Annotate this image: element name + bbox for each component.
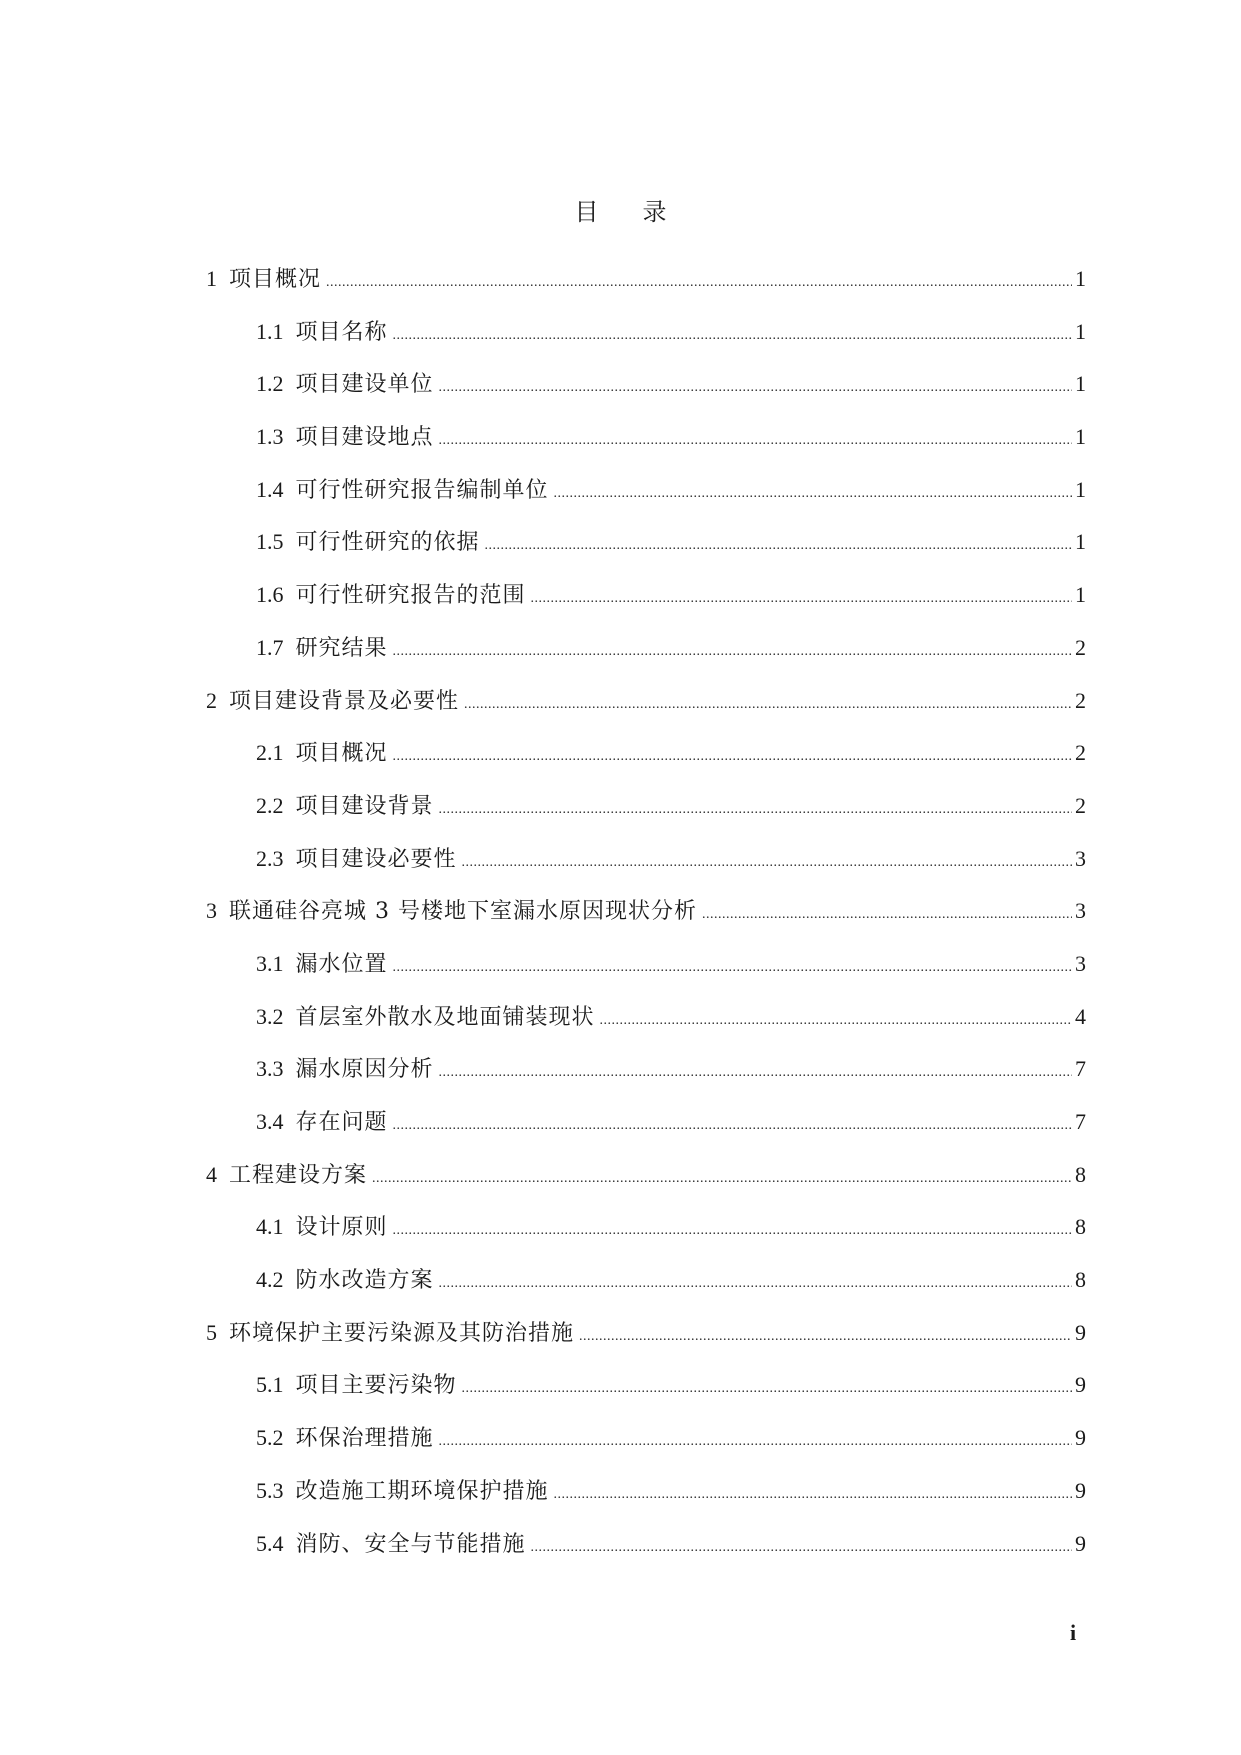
toc-entry-number: 4 xyxy=(206,1161,217,1187)
toc-dot-leader xyxy=(579,1329,1072,1345)
toc-entry-number: 3.4 xyxy=(256,1109,284,1134)
toc-entry-title: 漏水原因分析 xyxy=(295,1057,434,1083)
toc-dot-leader xyxy=(326,275,1072,291)
toc-dot-leader xyxy=(462,1381,1072,1397)
toc-entry-title: 项目建设背景及必要性 xyxy=(229,688,460,714)
toc-chapter-entry[interactable] xyxy=(206,262,1086,315)
toc-dot-leader xyxy=(393,960,1072,976)
toc-section-entry[interactable] xyxy=(206,578,1086,631)
toc-entry-title: 工程建设方案 xyxy=(229,1162,368,1188)
toc-entry-title: 项目概况 xyxy=(229,267,322,292)
toc-page-number: 4 xyxy=(1075,1003,1086,1029)
toc-entry-number: 2.3 xyxy=(256,845,284,871)
toc-section-entry[interactable] xyxy=(206,473,1086,526)
toc-entry-number: 3.1 xyxy=(256,950,284,976)
toc-dot-leader xyxy=(439,1434,1072,1450)
toc-entry-title: 项目建设必要性 xyxy=(295,846,457,872)
toc-dot-leader xyxy=(393,644,1072,660)
toc-page-number: 2 xyxy=(1075,740,1086,766)
toc-entry-title: 漏水位置 xyxy=(295,951,388,977)
toc-entry-number: 1.5 xyxy=(256,529,284,555)
toc-entry-title: 项目建设单位 xyxy=(295,372,434,398)
toc-entry-number: 5.1 xyxy=(256,1372,284,1398)
toc-chapter-entry[interactable] xyxy=(206,1158,1086,1211)
toc-entry-title: 环境保护主要污染源及其防治措施 xyxy=(229,1320,575,1346)
toc-section-entry[interactable] xyxy=(206,315,1086,368)
toc-entry-number: 1.7 xyxy=(256,634,284,660)
toc-entry-number: 5.3 xyxy=(256,1477,284,1503)
toc-page-number: 7 xyxy=(1075,1056,1086,1082)
toc-entry-title: 可行性研究报告编制单位 xyxy=(295,477,549,503)
toc-entry-number: 3 xyxy=(206,898,217,924)
page-number: i xyxy=(1070,1620,1077,1645)
toc-section-entry[interactable] xyxy=(206,1263,1086,1316)
toc-dot-leader xyxy=(439,380,1072,396)
page-title: 目录 xyxy=(574,198,711,226)
toc-entry-title: 存在问题 xyxy=(295,1110,388,1135)
toc-dot-leader xyxy=(393,328,1072,344)
toc-dot-leader xyxy=(485,538,1072,554)
toc-entry-title: 项目建设背景 xyxy=(295,793,434,819)
toc-entry-number: 5.2 xyxy=(256,1425,284,1451)
toc-entry-number: 4.1 xyxy=(256,1214,284,1240)
toc-page-number: 1 xyxy=(1075,582,1086,608)
toc-entry-number: 5.4 xyxy=(256,1530,284,1556)
toc-entry-title: 首层室外散水及地面铺装现状 xyxy=(295,1004,595,1030)
toc-chapter-entry[interactable] xyxy=(206,1316,1086,1369)
toc-page-number: 9 xyxy=(1075,1372,1086,1398)
toc-page-number: 1 xyxy=(1075,266,1086,291)
toc-entry-title: 项目建设地点 xyxy=(295,425,434,451)
toc-dot-leader xyxy=(439,1276,1072,1292)
toc-entry-number: 5 xyxy=(206,1319,217,1345)
toc-entry-number: 3.2 xyxy=(256,1003,284,1029)
toc-dot-leader xyxy=(531,591,1072,607)
toc-entry-number: 2 xyxy=(206,687,217,713)
toc-entry-title: 消防、安全与节能措施 xyxy=(295,1531,526,1557)
toc-section-entry[interactable] xyxy=(206,1105,1086,1158)
toc-entry-number: 1.4 xyxy=(256,476,284,502)
toc-dot-leader xyxy=(393,749,1072,765)
toc-page-number: 8 xyxy=(1075,1161,1086,1187)
toc-entry-title: 设计原则 xyxy=(295,1215,388,1241)
toc-dot-leader xyxy=(393,1223,1072,1239)
toc-section-entry[interactable] xyxy=(206,1474,1086,1527)
toc-section-entry[interactable] xyxy=(206,842,1086,895)
toc-section-entry[interactable] xyxy=(206,1421,1086,1474)
toc-entry-number: 1 xyxy=(206,266,217,291)
toc-page-number: 1 xyxy=(1075,424,1086,450)
toc-page-number: 9 xyxy=(1075,1319,1086,1345)
toc-entry-title: 可行性研究的依据 xyxy=(295,530,480,556)
toc-entry-title: 项目名称 xyxy=(295,319,388,345)
toc-dot-leader xyxy=(600,1013,1072,1029)
toc-section-entry[interactable] xyxy=(206,736,1086,789)
toc-page-number: 3 xyxy=(1075,845,1086,871)
toc-section-entry[interactable] xyxy=(206,1210,1086,1263)
toc-entry-number: 1.1 xyxy=(256,318,284,344)
toc-section-entry[interactable] xyxy=(206,789,1086,842)
toc-dot-leader xyxy=(393,1118,1072,1134)
toc-page-number: 8 xyxy=(1075,1267,1086,1293)
toc-chapter-entry[interactable] xyxy=(206,894,1086,947)
toc-entry-title: 项目主要污染物 xyxy=(295,1373,457,1399)
toc-dot-leader xyxy=(554,1487,1072,1503)
toc-section-entry[interactable] xyxy=(206,1368,1086,1421)
toc-section-entry[interactable] xyxy=(206,367,1086,420)
toc-chapter-entry[interactable] xyxy=(206,684,1086,737)
toc-page-number: 9 xyxy=(1075,1425,1086,1451)
toc-section-entry[interactable] xyxy=(206,525,1086,578)
toc-page-number: 1 xyxy=(1075,476,1086,502)
toc-entry-title: 防水改造方案 xyxy=(295,1268,434,1294)
toc-entry-number: 3.3 xyxy=(256,1056,284,1082)
toc-section-entry[interactable] xyxy=(206,420,1086,473)
toc-section-entry[interactable] xyxy=(206,947,1086,1000)
toc-dot-leader xyxy=(554,486,1072,502)
toc-entry-number: 1.2 xyxy=(256,371,284,397)
toc-dot-leader xyxy=(439,1065,1072,1081)
toc-entry-title: 环保治理措施 xyxy=(295,1426,434,1452)
toc-dot-leader xyxy=(531,1540,1072,1556)
toc-entry-title: 研究结果 xyxy=(295,635,388,661)
toc-section-entry[interactable] xyxy=(206,1000,1086,1053)
toc-page-number: 3 xyxy=(1075,898,1086,924)
toc-entry-title: 项目概况 xyxy=(295,741,388,767)
toc-page-number: 1 xyxy=(1075,318,1086,344)
toc-page-number: 2 xyxy=(1075,634,1086,660)
toc-section-entry[interactable] xyxy=(206,631,1086,684)
toc-page-number: 2 xyxy=(1075,687,1086,713)
toc-page-number: 1 xyxy=(1075,371,1086,397)
toc-entry-number: 2.2 xyxy=(256,792,284,818)
toc-dot-leader xyxy=(372,1171,1072,1187)
toc-dot-leader xyxy=(462,855,1072,871)
toc-page-number: 7 xyxy=(1075,1109,1086,1134)
toc-page-number: 8 xyxy=(1075,1214,1086,1240)
toc-entry-number: 2.1 xyxy=(256,740,284,766)
toc-section-entry[interactable] xyxy=(206,1052,1086,1105)
toc-entry-title: 改造施工期环境保护措施 xyxy=(295,1478,549,1504)
toc-page-number: 3 xyxy=(1075,950,1086,976)
toc-entry-number: 1.6 xyxy=(256,582,284,608)
table-of-contents xyxy=(206,262,1086,1579)
toc-page-number: 9 xyxy=(1075,1477,1086,1503)
toc-entry-title: 可行性研究报告的范围 xyxy=(295,583,526,609)
toc-entry-title: 联通硅谷亮城 3 号楼地下室漏水原因现状分析 xyxy=(229,899,697,925)
toc-dot-leader xyxy=(439,433,1072,449)
toc-page-number: 2 xyxy=(1075,792,1086,818)
toc-page-number: 9 xyxy=(1075,1530,1086,1556)
toc-entry-number: 1.3 xyxy=(256,424,284,450)
toc-dot-leader xyxy=(702,907,1072,923)
toc-section-entry[interactable] xyxy=(206,1527,1086,1580)
toc-page-number: 1 xyxy=(1075,529,1086,555)
toc-dot-leader xyxy=(464,697,1072,713)
toc-dot-leader xyxy=(439,802,1072,818)
toc-entry-number: 4.2 xyxy=(256,1267,284,1293)
